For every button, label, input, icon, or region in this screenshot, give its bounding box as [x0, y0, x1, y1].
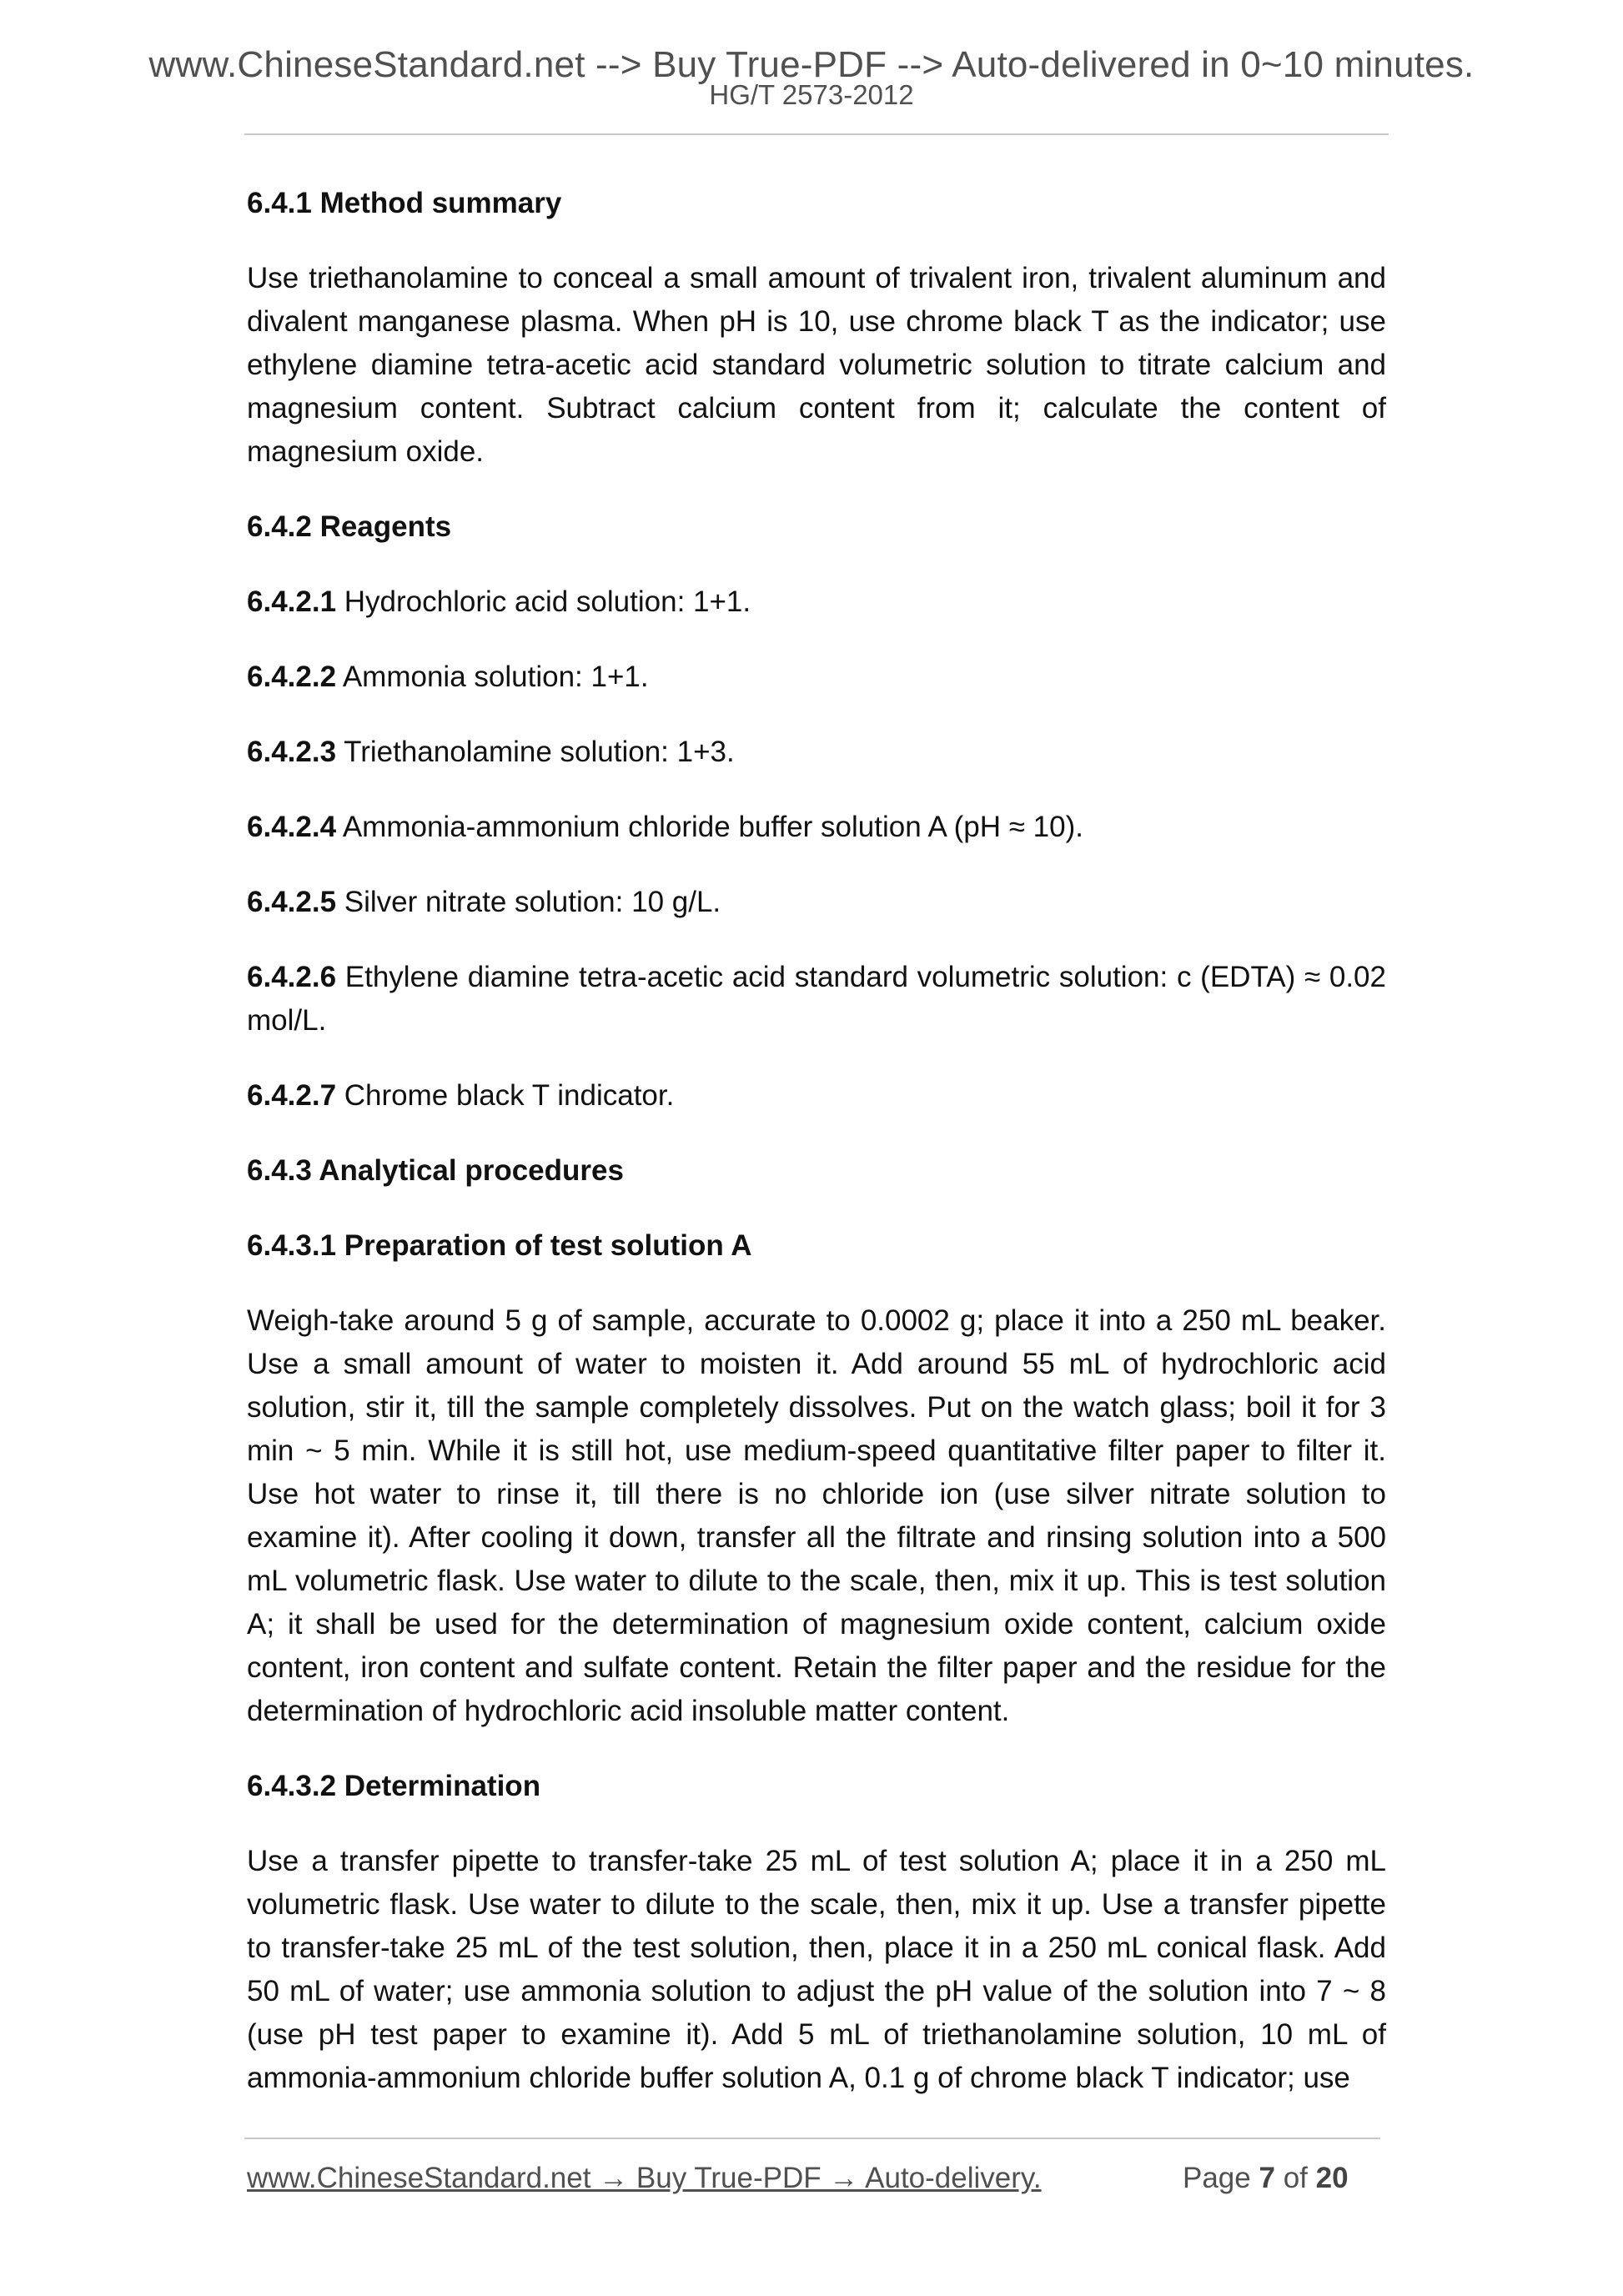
reagent-number: 6.4.2.4 [247, 811, 337, 843]
reagent-item [247, 956, 1386, 1042]
reagent-item [247, 881, 1386, 924]
document-body [247, 182, 1386, 2100]
section-heading-6-4-2: 6.4.2 Reagents [247, 510, 452, 543]
reagent-item [247, 1074, 1386, 1118]
page-indicator [1183, 2160, 1349, 2197]
reagent-text: Silver nitrate solution: 10 g/L. [336, 886, 721, 918]
header-banner: www.ChineseStandard.net --> Buy True-PDF --> Auto-delivered in 0~10 minutes. [148, 44, 1475, 85]
reagent-number: 6.4.2.5 [247, 886, 337, 918]
page-total: 20 [1315, 2162, 1349, 2194]
reagent-item [247, 580, 1386, 624]
footer-link[interactable]: www.ChineseStandard.net → Buy True-PDF → Auto-delivery. [247, 2162, 1042, 2194]
reagent-text: Ethylene diamine tetra-acetic acid standard volumetric solution: c (EDTA) ≈ 0.02 mol/L. [247, 961, 1386, 1037]
reagent-number: 6.4.2.6 [247, 961, 337, 993]
reagent-number: 6.4.2.1 [247, 585, 337, 618]
preparation-paragraph: Weigh-take around 5 g of sample, accurate to 0.0002 g; place it into a 250 mL beaker. Use a small amount of water to moisten it. Add around 55 mL of hydrochloric acid solution, stir it, till the sample completely dissolves. Put on the watch glass; boil it for 3 min ~ 5 min. While it is still hot, use medium-speed quantitative filter paper to filter it. Use hot water to rinse it, till there is no chloride ion (use silver nitrate solution to examine it). After cooling it down, transfer all the filtrate and rinsing solution into a 500 mL volumetric flask. Use water to dilute to the scale, then, mix it up. This is test solution A; it shall be used for the determination of magnesium oxide content, calcium oxide content, iron content and sulfate content. Retain the filter paper and the residue for the determination of hydrochloric acid insoluble matter content. [247, 1304, 1386, 1727]
reagent-text: Ammonia-ammonium chloride buffer solution A (pH ≈ 10). [336, 811, 1083, 843]
reagent-text: Triethanolamine solution: 1+3. [336, 736, 735, 768]
section-heading-6-4-3-2: 6.4.3.2 Determination [247, 1770, 541, 1802]
footer-divider [244, 2138, 1380, 2139]
determination-paragraph: Use a transfer pipette to transfer-take 25 mL of test solution A; place it in a 250 mL volumetric flask. Use water to dilute to the scale, then, mix it up. Use a transfer pipette to transfer-take 25 mL of the test solution, then, place it in a 250 mL conical flask. Add 50 mL of water; use ammonia solution to adjust the pH value of the solution into 7 ~ 8 (use pH test paper to examine it). Add 5 mL of triethanolamine solution, 10 mL of ammonia-ammonium chloride buffer solution A, 0.1 g of chrome black T indicator; use [247, 1845, 1386, 2094]
reagent-number: 6.4.2.2 [247, 661, 337, 693]
reagent-item [247, 806, 1386, 849]
page-label: Page [1183, 2162, 1251, 2194]
reagent-item [247, 656, 1386, 699]
reagent-text: Chrome black T indicator. [336, 1079, 675, 1112]
header-divider [244, 133, 1389, 135]
method-summary-paragraph: Use triethanolamine to conceal a small amount of trivalent iron, trivalent aluminum and divalent manganese plasma. When pH is 10, use chrome black T as the indicator; use ethylene diamine tetra-acetic acid standard volumetric solution to titrate calcium and magnesium content. Subtract calcium content from it; calculate the content of magnesium oxide. [247, 262, 1386, 468]
reagent-number: 6.4.2.3 [247, 736, 337, 768]
reagent-item [247, 731, 1386, 774]
section-heading-6-4-3-1: 6.4.3.1 Preparation of test solution A [247, 1229, 752, 1262]
reagent-text: Hydrochloric acid solution: 1+1. [336, 585, 751, 618]
page-number: 7 [1259, 2162, 1275, 2194]
section-heading-6-4-3: 6.4.3 Analytical procedures [247, 1154, 624, 1187]
reagent-text: Ammonia solution: 1+1. [336, 661, 649, 693]
section-heading-6-4-1: 6.4.1 Method summary [247, 187, 562, 219]
reagent-number: 6.4.2.7 [247, 1079, 337, 1112]
standard-code: HG/T 2573-2012 [709, 79, 914, 110]
of-label: of [1283, 2162, 1308, 2194]
